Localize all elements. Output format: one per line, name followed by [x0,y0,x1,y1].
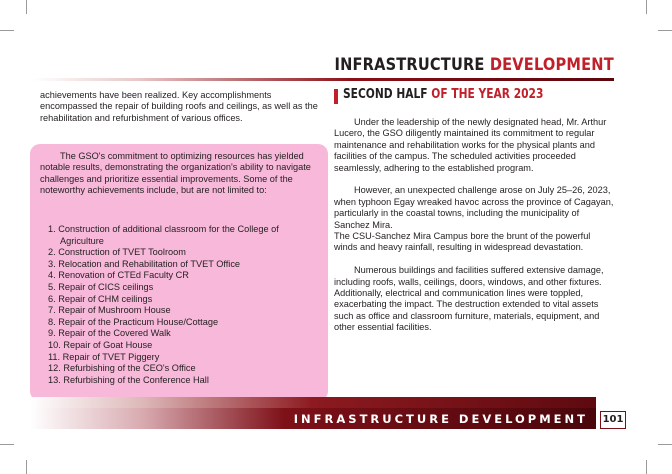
body-paragraph: The CSU-Sanchez Mira Campus bore the brunt of the powerful winds and heavy rainfall, resulting in widespread devastation. [334,231,591,253]
page-number: 101 [600,411,626,429]
list-item: 9. Repair of the Covered Walk [48,328,171,339]
right-body-text [334,117,616,345]
crop-mark [26,0,27,14]
body-paragraph: Under the leadership of the newly designated head, Mr. Arthur Lucero, the GSO diligently maintained its commitment to regular maintenance and rehabilitation works for the physical plants and facilities of the campus. The scheduled activities proceeded seamlessly, adhering to the established program. [334,117,607,173]
header-rule [32,78,614,81]
achievements-list [48,224,323,386]
section-accent-bar [334,89,338,104]
list-item: 1. Construction of additional classroom for the College of Agriculture [48,224,279,246]
footer-label: INFRASTRUCTURE DEVELOPMENT [293,412,588,426]
crop-mark [0,30,14,31]
list-item: 6. Repair of CHM ceilings [48,293,153,304]
header-title-part2: DEVELOPMENT [489,55,614,75]
left-intro-text: achievements have been realized. Key accomplishments encompassed the repair of building roofs and ceilings, as well as the rehabilitation and refurbishment of various offices. [40,90,318,123]
crop-mark [658,30,672,31]
list-item: 3. Relocation and Rehabilitation of TVET Office [48,258,241,269]
list-item: 5. Repair of CICS ceilings [48,281,154,292]
list-item: 7. Repair of Mushroom House [48,305,171,316]
body-paragraph: Numerous buildings and facilities suffered extensive damage, including roofs, walls, ceilings, doors, windows, and other fixtures. Additionally, electrical and communication lines were toppled, exacerbating the impact. The destruction extended to vital assets such as office and classroom furniture, materials, equipment, and other essential facilities. [334,265,604,333]
body-paragraph: However, an unexpected challenge arose on July 25–26, 2023, when typhoon Egay wreaked havoc across the province of Cagayan, particularly in the coastal towns, including the municipality of Sanchez Mira. [334,185,614,230]
section-title-part1: SECOND HALF [343,87,428,102]
list-item: 2. Construction of TVET Toolroom [48,247,186,258]
list-item: 12. Refurbishing of the CEO's Office [48,363,196,374]
section-title [343,87,543,102]
highlight-paragraph: The GSO's commitment to optimizing resources has yielded notable results, demonstrating the organization's ability to navigate challenges and prioritize essential improvements. Some of the noteworthy achievements include, but are not limited to: [40,151,311,196]
crop-mark [26,460,27,474]
list-item: 8. Repair of the Practicum House/Cottage [48,316,219,327]
section-title-part2: OF THE YEAR 2023 [431,87,544,102]
crop-mark [658,444,672,445]
crop-mark [646,460,647,474]
crop-mark [0,444,14,445]
page-header-title [335,55,614,75]
list-item: 11. Repair of TVET Piggery [48,351,160,362]
list-item: 4. Renovation of CTEd Faculty CR [48,270,189,281]
header-title-part1: INFRASTRUCTURE [334,55,485,75]
crop-mark [646,0,647,14]
footer-band-top [30,397,596,408]
list-item: 10. Repair of Goat House [48,339,153,350]
list-item: 13. Refurbishing of the Conference Hall [48,374,209,385]
